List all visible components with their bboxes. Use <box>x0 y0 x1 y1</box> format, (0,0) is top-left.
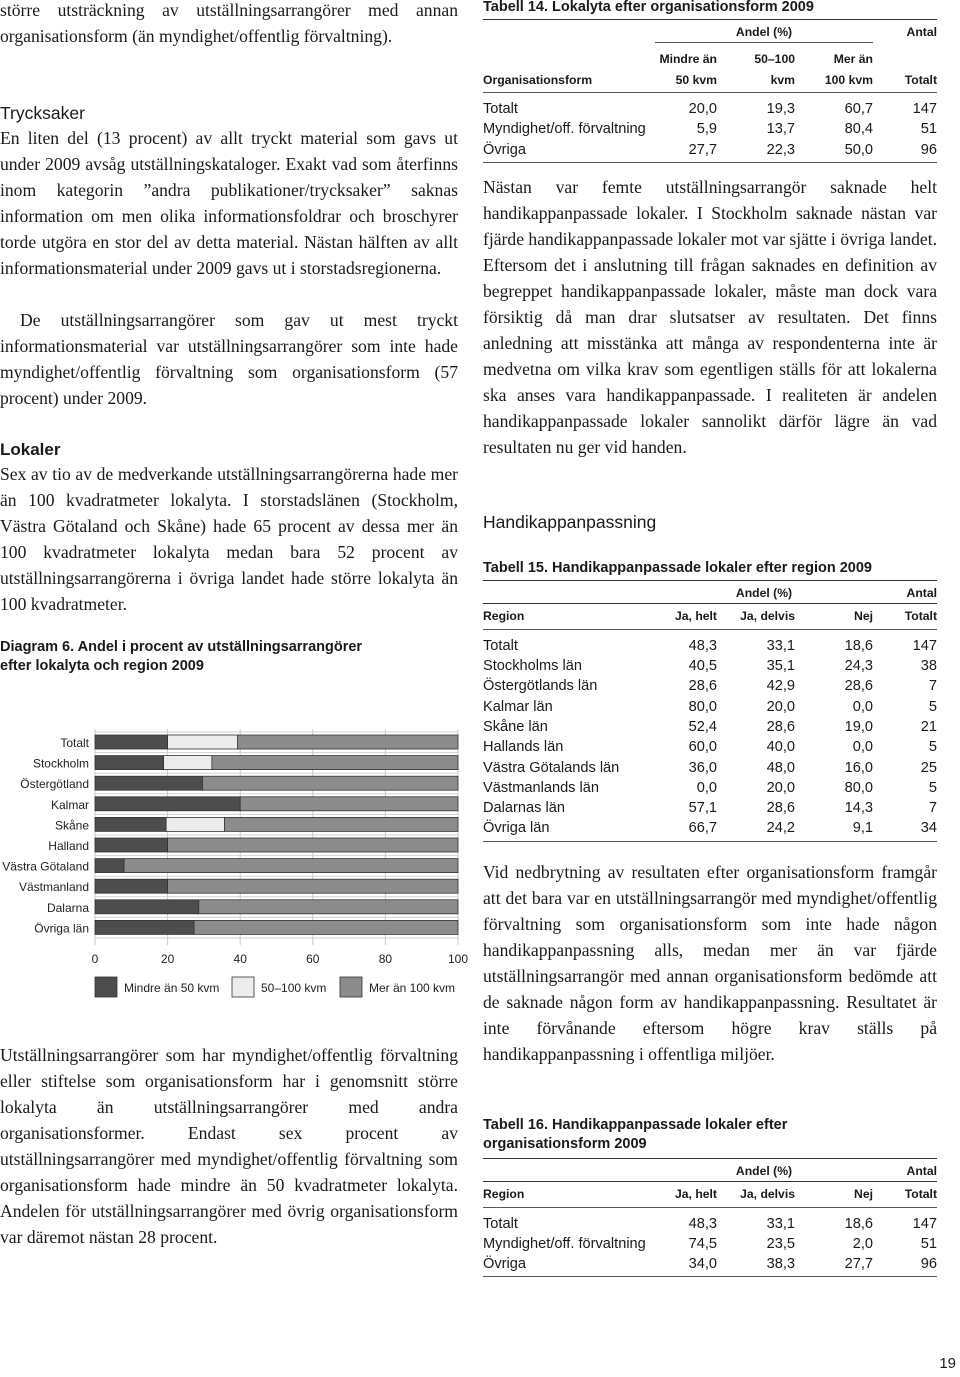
chart-bar-segment <box>95 756 164 770</box>
heading-lokaler: Lokaler <box>0 440 61 459</box>
t15-row-label: Västmanlands län <box>483 779 600 796</box>
t15-row <box>483 676 937 696</box>
trycksaker-paragraph-2: De utställningsarrangörer som gav ut mest tryckt informationsmaterial var utställningsarrangörer som inte hade myndighet/offentlig förvaltning som organisationsform (57 procent) under 2009. <box>0 310 458 408</box>
lokaler-paragraph: Sex av tio av de medverkande utställningsarrangörerna hade mer än 100 kvadratmeter lokalyta. I storstadslänen (Stockholm, Västra Götaland och Skåne) hade 65 procent av dessa mer än 100 kvadratmeter lokalyta medan bara 52 procent av utställningsarrangörerna i övriga landet hade större lokalyta än 100 kvadratmeter. <box>0 464 458 614</box>
chart-legend <box>95 977 455 997</box>
chart-x-tick-label: 80 <box>378 952 393 966</box>
t14-h-c2a: 50–100 <box>754 52 795 67</box>
table-15 <box>483 580 937 842</box>
t14-row <box>483 92 937 119</box>
chart-bar-segment <box>194 920 458 934</box>
t16-row-label: Totalt <box>483 1215 518 1232</box>
handikapp-paragraph-1: Nästan var femte utställningsarrangör saknade helt handikappanpassade lokaler. I Stockholm saknade nästan var fjärde handikappanpassade lokaler mot var sjätte i övriga landet. Eftersom det i anslutning till frågan saknades en definition av begreppet handikappanpassade lokaler, måste man dock vara försiktig då man drar slutsatser av resultaten. Det finns anledning att misstänka att många av respondenterna inte är medvetna om vilka krav som egentligen ställs för att lokalerna ska anses vara handikappanpassade. I realiteten är andelen handikappanpassade lokaler sannolikt därför lägre än vad resultaten nu ger vid handen. <box>483 177 937 457</box>
t15-cell: 5 <box>928 698 937 715</box>
trycksaker-paragraph-1: En liten del (13 procent) av allt tryckt material som gavs ut under 2009 avsåg utställningskataloger. Exakt vad som återfinns inom kategorin ”andra publikationer/trycksaker” saknas information om men olika informationsfoldrar och broschyrer torde utgöra en stor del av detta material. Nästan hälften av allt informationsmaterial under 2009 gavs ut i storstadsregionerna. <box>0 128 458 278</box>
t16-row-label: Övriga <box>483 1254 655 1277</box>
t15-row <box>483 717 937 737</box>
t14-cell: 27,7 <box>655 139 717 162</box>
chart-bar-segment <box>202 776 458 790</box>
table-14-caption: Tabell 14. Lokalyta efter organisationsform 2009 <box>483 0 814 15</box>
t15-cell: 25 <box>920 759 937 776</box>
t14-cell: 147 <box>912 101 937 118</box>
t14-h-c3b: 100 kvm <box>795 70 873 93</box>
t16-cell: 34,0 <box>655 1254 717 1277</box>
t15-cell: 18,6 <box>844 637 873 654</box>
t15-row-label: Stockholms län <box>483 658 582 675</box>
chart-bar-segment <box>95 859 124 873</box>
t14-cell: 80,4 <box>844 121 873 138</box>
t15-cell: 21 <box>920 718 937 735</box>
t15-row <box>483 798 937 818</box>
table-16-caption <box>483 1116 787 1154</box>
t15-row <box>483 778 937 798</box>
t14-row-label: Övriga <box>483 139 655 162</box>
t14-group-antal: Antal <box>873 20 937 43</box>
t15-cell: 34 <box>873 818 937 841</box>
t14-h-c3a: Mer än <box>833 52 873 67</box>
t14-body <box>483 92 937 162</box>
table-14 <box>483 19 937 163</box>
t15-cell: 5 <box>928 739 937 756</box>
t14-cell: 50,0 <box>795 139 873 162</box>
chart-x-ticks <box>92 952 469 966</box>
chart-category-label: Västra Götaland <box>2 859 89 874</box>
t15-cell: 20,0 <box>766 779 795 796</box>
t15-cell: 147 <box>912 637 937 654</box>
chart-legend-swatch <box>232 977 254 997</box>
t15-cell: 38 <box>920 658 937 675</box>
t14-cell: 5,9 <box>696 121 717 138</box>
t15-cell: 7 <box>928 800 937 817</box>
t14-row-label: Myndighet/off. förvaltning <box>483 121 646 138</box>
t15-cell: 66,7 <box>655 818 717 841</box>
t15-cell: 48,3 <box>688 637 717 654</box>
t15-cell: 0,0 <box>852 698 873 715</box>
chart-bar-segment <box>168 838 458 852</box>
chart-category-label: Skåne <box>54 818 89 833</box>
t16-h-c1: Ja, helt <box>655 1182 717 1207</box>
chart-bar-segment <box>212 756 458 770</box>
t15-cell: 60,0 <box>688 739 717 756</box>
t15-cell: 40,0 <box>766 739 795 756</box>
chart-bar-segment <box>168 735 238 749</box>
chart-x-tick-label: 40 <box>233 952 247 966</box>
t15-row <box>483 757 937 777</box>
chart-bar-segment <box>240 797 458 811</box>
chart-category-label: Totalt <box>60 736 89 750</box>
t15-row <box>483 696 937 716</box>
chart-category-label: Kalmar <box>50 797 89 812</box>
t15-group-andel: Andel (%) <box>655 581 873 604</box>
heading-handikappanpassning: Handikappanpassning <box>483 512 657 532</box>
t15-cell: 14,3 <box>844 800 873 817</box>
t15-cell: 19,0 <box>844 718 873 735</box>
t14-h-c4: Totalt <box>873 70 937 93</box>
t15-row <box>483 629 937 656</box>
t14-group-andel: Andel (%) <box>655 20 873 43</box>
t15-cell: 28,6 <box>766 800 795 817</box>
chart-category-label: Östergötland <box>20 777 89 792</box>
chart-bar-segment <box>95 797 240 811</box>
t14-h-c1a: Mindre än <box>659 52 717 67</box>
t16-row <box>483 1254 937 1277</box>
chart-x-tick-label: 100 <box>447 952 469 966</box>
t15-row-label: Kalmar län <box>483 698 553 715</box>
chart-category-label: Västmanland <box>18 880 89 895</box>
chart-category-label: Stockholm <box>32 756 89 771</box>
t16-cell: 74,5 <box>688 1236 717 1253</box>
chart-x-tick-label: 60 <box>306 952 320 966</box>
t15-group-antal: Antal <box>873 581 937 604</box>
chart-legend-label: Mer än 100 kvm <box>369 981 456 995</box>
t16-cell: 27,7 <box>795 1254 873 1277</box>
t15-cell: 80,0 <box>844 779 873 796</box>
t14-cell: 19,3 <box>766 101 795 118</box>
t16-h-c3: Nej <box>795 1182 873 1207</box>
t15-h-c2: Ja, delvis <box>717 604 795 629</box>
t15-cell: 52,4 <box>688 718 717 735</box>
t16-caption-line-1: Tabell 16. Handikappanpassade lokaler efter <box>483 1117 788 1133</box>
t15-h-c4: Totalt <box>873 604 937 629</box>
chart-category-label: Dalarna <box>46 900 89 915</box>
chart-legend-label: Mindre än 50 kvm <box>124 981 220 995</box>
t16-h-region: Region <box>483 1182 655 1207</box>
t16-cell: 23,5 <box>766 1236 795 1253</box>
t16-cell: 2,0 <box>852 1236 873 1253</box>
t15-row-label: Hallands län <box>483 739 564 756</box>
t15-cell: 16,0 <box>844 759 873 776</box>
t15-h-c1: Ja, helt <box>655 604 717 629</box>
t15-row <box>483 737 937 757</box>
t16-cell: 51 <box>920 1236 937 1253</box>
t16-cell: 96 <box>873 1254 937 1277</box>
t14-cell: 20,0 <box>688 101 717 118</box>
intro-paragraph: större utsträckning av utställningsarrangörer med annan organisationsform (än myndighet/offentlig förvaltning). <box>0 0 458 46</box>
diagram-caption-line-1: Diagram 6. Andel i procent av utställningsarrangörer <box>0 639 363 655</box>
t15-h-c3: Nej <box>795 604 873 629</box>
t15-cell: 28,6 <box>766 718 795 735</box>
t14-cell: 22,3 <box>717 139 795 162</box>
t14-h-c2b: kvm <box>717 70 795 93</box>
chart-bar-segment <box>95 817 166 831</box>
chart-bar-segment <box>95 838 168 852</box>
t15-cell: 24,3 <box>844 658 873 675</box>
t15-cell: 28,6 <box>844 678 873 695</box>
t16-body <box>483 1207 937 1277</box>
t15-cell: 7 <box>928 678 937 695</box>
chart-legend-label: 50–100 kvm <box>261 981 327 995</box>
chart-bar-segment <box>95 735 168 749</box>
t15-cell: 0,0 <box>696 779 717 796</box>
t16-row <box>483 1234 937 1254</box>
chart-category-label: Halland <box>48 839 89 853</box>
chart-category-label: Övriga län <box>34 921 89 936</box>
t15-row-label: Dalarnas län <box>483 800 565 817</box>
t16-cell: 147 <box>912 1215 937 1232</box>
t15-cell: 0,0 <box>852 739 873 756</box>
t15-cell: 5 <box>928 779 937 796</box>
t15-cell: 28,6 <box>688 678 717 695</box>
t15-cell: 24,2 <box>717 818 795 841</box>
t15-row <box>483 818 937 841</box>
t16-caption-line-2: organisationsform 2009 <box>483 1136 647 1152</box>
t14-row <box>483 119 937 139</box>
page-number: 19 <box>939 1355 956 1372</box>
t15-cell: 20,0 <box>766 698 795 715</box>
t16-row-label: Myndighet/off. förvaltning <box>483 1236 646 1253</box>
t15-cell: 33,1 <box>766 637 795 654</box>
chart-bar-segment <box>95 879 168 893</box>
t15-row-label: Östergötlands län <box>483 678 598 695</box>
t15-body <box>483 629 937 841</box>
t16-cell: 38,3 <box>717 1254 795 1277</box>
t14-cell: 60,7 <box>844 101 873 118</box>
t14-cell: 96 <box>873 139 937 162</box>
chart-bar-segment <box>95 900 199 914</box>
t15-cell: 40,5 <box>688 658 717 675</box>
t16-h-c4: Totalt <box>873 1182 937 1207</box>
t14-cell: 13,7 <box>766 121 795 138</box>
t15-h-region: Region <box>483 604 655 629</box>
table-15-caption: Tabell 15. Handikappanpassade lokaler efter region 2009 <box>483 560 872 576</box>
t16-group-antal: Antal <box>873 1159 937 1182</box>
t16-row <box>483 1207 937 1234</box>
table-16 <box>483 1158 937 1277</box>
t15-row-label: Totalt <box>483 637 518 654</box>
t15-row-label: Västra Götalands län <box>483 759 620 776</box>
t15-cell: 80,0 <box>688 698 717 715</box>
chart-x-tick-label: 0 <box>91 952 99 966</box>
t15-cell: 36,0 <box>688 759 717 776</box>
t15-row-label: Skåne län <box>483 718 548 735</box>
t16-cell: 33,1 <box>766 1215 795 1232</box>
t16-h-c2: Ja, delvis <box>717 1182 795 1207</box>
diagram-caption <box>0 638 362 676</box>
chart-bar-segment <box>124 859 458 873</box>
chart-bar-segment <box>95 920 194 934</box>
chart-bar-segment <box>95 776 202 790</box>
t15-cell: 9,1 <box>795 818 873 841</box>
chart-bar-segment <box>168 879 458 893</box>
chart-legend-swatch <box>340 977 362 997</box>
handikapp-paragraph-2: Vid nedbrytning av resultaten efter organisationsform framgår att det bara var en utställningsarrangör med myndighet/offentlig förvaltning som organisationsform som inte hade någon handikappanpassning alls, medan mer än var fjärde utställningsarrangör med annan organisationsform bedömde att de saknade någon form av handikappanpassning. Resultatet är inte förvånande eftersom högre krav ställs på handikappanpassning i offentliga miljöer. <box>483 862 937 1064</box>
t14-row <box>483 139 937 162</box>
diagram-caption-line-2: efter lokalyta och region 2009 <box>0 658 204 674</box>
chart-bar-segment <box>199 900 458 914</box>
t14-cell: 51 <box>920 121 937 138</box>
chart-category-labels <box>2 736 89 935</box>
chart-bar-segment <box>238 735 458 749</box>
t16-cell: 48,3 <box>688 1215 717 1232</box>
t16-group-andel: Andel (%) <box>655 1159 873 1182</box>
t14-h-org: Organisationsform <box>483 70 655 93</box>
chart-legend-swatch <box>95 977 117 997</box>
chart-bar-segment <box>225 817 458 831</box>
chart-x-tick-label: 20 <box>160 952 175 966</box>
heading-trycksaker: Trycksaker <box>0 103 85 123</box>
t15-cell: 48,0 <box>766 759 795 776</box>
chart-bar-segment <box>164 756 212 770</box>
chart-bar-segment <box>166 817 224 831</box>
t14-h-c1b: 50 kvm <box>655 70 717 93</box>
diagram-6-chart <box>0 718 470 998</box>
t15-cell: 57,1 <box>688 800 717 817</box>
t15-cell: 35,1 <box>766 658 795 675</box>
after-chart-paragraph: Utställningsarrangörer som har myndighet/offentlig förvaltning eller stiftelse som organisationsform har i genomsnitt större lokalyta än utställningsarrangörer med andra organisationsformer. Endast sex procent av utställningsarrangörer med myndighet/offentlig förvaltning som organisationsform hade mindre än 50 kvadratmeter lokalyta. Andelen för utställningsarrangörer med övrig organisationsform var däremot nästan 28 procent. <box>0 1045 458 1247</box>
t15-row <box>483 656 937 676</box>
t16-cell: 18,6 <box>844 1215 873 1232</box>
t14-row-label: Totalt <box>483 101 518 118</box>
t15-cell: 42,9 <box>766 678 795 695</box>
t15-row-label: Övriga län <box>483 818 655 841</box>
